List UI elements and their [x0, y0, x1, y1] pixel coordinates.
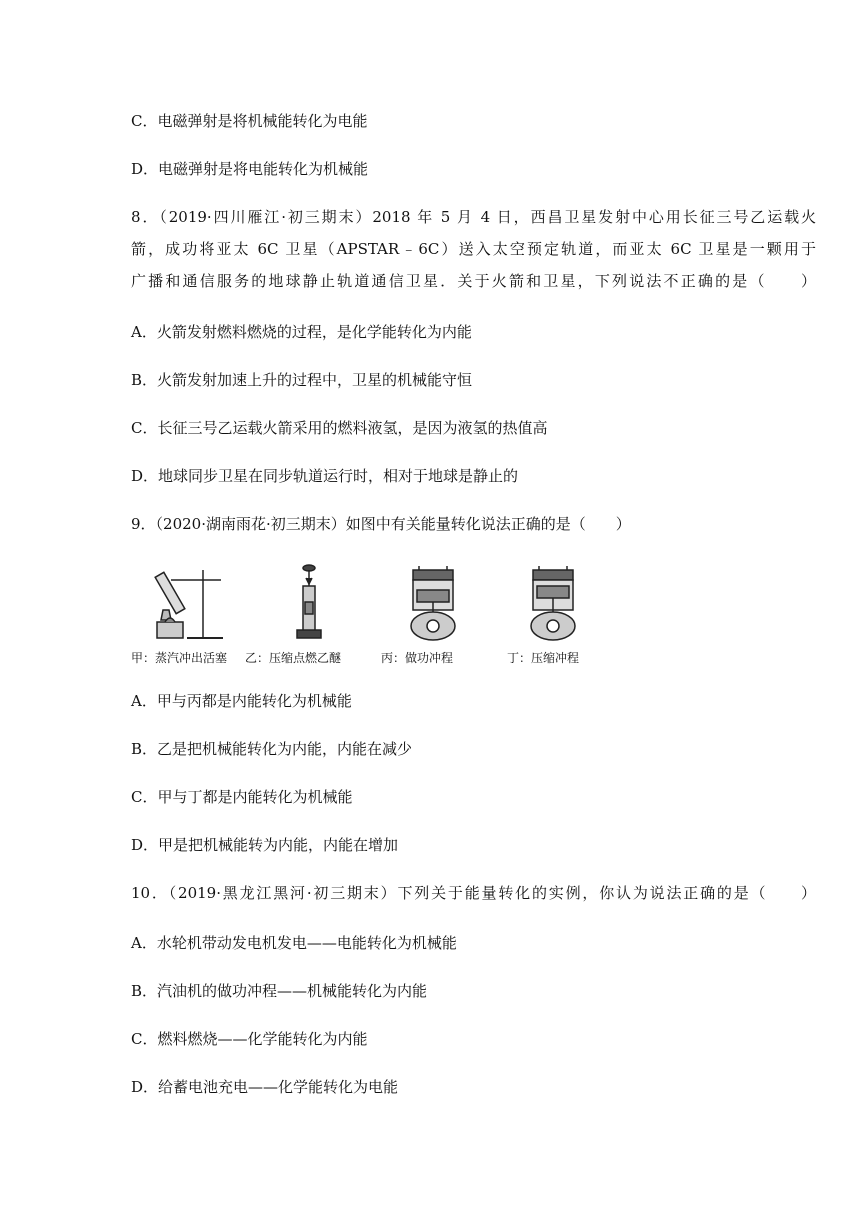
q8-option-b: B．火箭发射加速上升的过程中，卫星的机械能守恒	[131, 371, 473, 389]
q10-option-a: A．水轮机带动发电机发电——电能转化为机械能	[131, 934, 457, 952]
q9-option-c: C．甲与丁都是内能转化为机械能	[131, 788, 353, 806]
q9-figure	[131, 562, 591, 672]
q8-option-a: A．火箭发射燃料燃烧的过程，是化学能转化为内能	[131, 323, 472, 341]
q9-option-b: B．乙是把机械能转化为内能，内能在减少	[131, 740, 413, 758]
figure-label-bing: 丙：做功冲程	[381, 651, 454, 665]
q9-figure-drawings	[131, 562, 591, 650]
q9-option-d: D．甲是把机械能转为内能，内能在增加	[131, 836, 399, 854]
q8-stem-line-3: 广播和通信服务的地球静止轨道通信卫星．关于火箭和卫星，下列说法不正确的是（ ）	[131, 272, 816, 290]
q9-stem: 9．（2020·湖南雨花·初三期末）如图中有关能量转化说法正确的是（ ）	[131, 515, 631, 533]
q7-option-c: C．电磁弹射是将机械能转化为电能	[131, 112, 368, 130]
q8-option-c: C．长征三号乙运载火箭采用的燃料液氢，是因为液氢的热值高	[131, 419, 548, 437]
q10-option-c: C．燃料燃烧——化学能转化为内能	[131, 1030, 368, 1048]
q9-option-a: A．甲与丙都是内能转化为机械能	[131, 692, 352, 710]
steam-piston-apparatus	[155, 570, 223, 638]
figure-label-ding: 丁：压缩冲程	[507, 651, 580, 665]
figure-label-jia: 甲：蒸汽冲出活塞	[131, 651, 228, 665]
q7-option-d: D．电磁弹射是将电能转化为机械能	[131, 160, 369, 178]
engine-compression-stroke	[531, 566, 575, 640]
compression-cylinder	[297, 565, 321, 638]
figure-label-yi: 乙：压缩点燃乙醚	[245, 651, 342, 665]
q10-option-d: D．给蓄电池充电——化学能转化为电能	[131, 1078, 399, 1096]
q10-option-b: B．汽油机的做功冲程——机械能转化为内能	[131, 982, 428, 1000]
engine-power-stroke	[411, 566, 455, 640]
q10-stem: 10．（2019·黑龙江黑河·初三期末）下列关于能量转化的实例，你认为说法正确的是（ ）	[131, 884, 816, 902]
q8-stem-line-1: 8．（2019·四川雁江·初三期末）2018 年 5 月 4 日，西昌卫星发射中心用长征三号乙运载火	[131, 208, 816, 226]
q8-stem-line-2: 箭，成功将亚太 6C 卫星（APSTAR﹣6C）送入太空预定轨道，而亚太 6C 卫星是一颗用于	[131, 240, 816, 258]
q8-option-d: D．地球同步卫星在同步轨道运行时，相对于地球是静止的	[131, 467, 519, 485]
